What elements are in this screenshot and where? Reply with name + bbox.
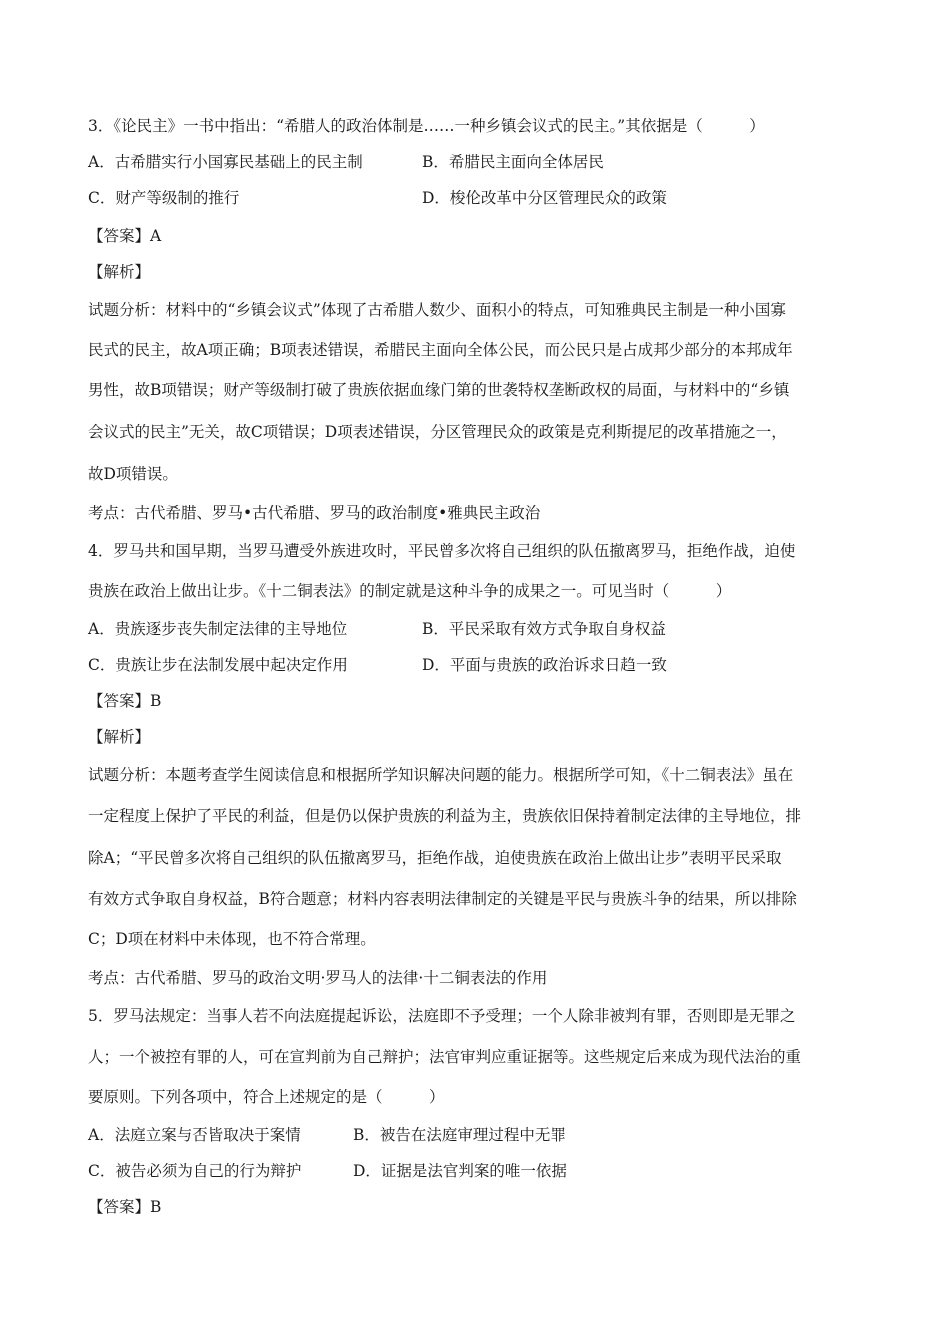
question-stem-line: 罗马共和国早期，当罗马遭受外族进攻时，平民曾多次将自己组织的队伍撤离罗马，拒绝作战，迫使: [113, 542, 796, 560]
option-a: A．贵族逐步丧失制定法律的主导地位: [88, 620, 348, 638]
option-b: B．被告在法庭审理过程中无罪: [353, 1126, 566, 1144]
question-number: 3．: [88, 117, 114, 135]
analysis-line: 试题分析：材料中的“乡镇会议式”体现了古希腊人数少、面积小的特点，可知雅典民主制是一种小国寡: [88, 301, 786, 319]
analysis-line: C；D项在材料中未体现，也不符合常理。: [88, 930, 376, 948]
question-stem-line: 罗马法规定：当事人若不向法庭提起诉讼，法庭即不予受理；一个人除非被判有罪，否则即是无罪之: [113, 1007, 796, 1025]
question-stem-line: 要原则。下列各项中，符合上述规定的是（ ）: [88, 1088, 445, 1106]
answer-label: 【答案】B: [88, 692, 162, 710]
option-d: D．证据是法官判案的唯一依据: [353, 1162, 567, 1180]
answer-label: 【答案】A: [88, 227, 162, 245]
question-number: 5．: [88, 1007, 114, 1025]
option-c: C．财产等级制的推行: [88, 189, 240, 207]
analysis-label: 【解析】: [88, 263, 151, 281]
question-stem-line: 人；一个被控有罪的人，可在宣判前为自己辩护；法官审判应重证据等。这些规定后来成为现代法治的重: [88, 1048, 802, 1066]
analysis-line: 试题分析：本题考查学生阅读信息和根据所学知识解决问题的能力。根据所学可知，《十二铜表法》虽在: [88, 766, 794, 784]
question-5-stem: [88, 1006, 795, 1026]
analysis-label: 【解析】: [88, 728, 151, 746]
analysis-line: 民式的民主，故A项正确；B项表述错误，希腊民主面向全体公民，而公民只是占成邦少部分的本邦成年: [88, 341, 793, 359]
option-a: A．法庭立案与否皆取决于案情: [88, 1126, 301, 1144]
question-stem-line: 《论民主》一书中指出：“希腊人的政治体制是……一种乡镇会议式的民主。”其依据是（ ）: [113, 117, 765, 135]
kaodian-line: 考点：古代希腊、罗马•古代希腊、罗马的政治制度•雅典民主政治: [88, 504, 541, 522]
question-number: 4．: [88, 542, 114, 560]
answer-label: 【答案】B: [88, 1198, 162, 1216]
analysis-line: 会议式的民主”无关，故C项错误；D项表述错误，分区管理民众的政策是克利斯提尼的改革措施之一，: [88, 423, 787, 441]
analysis-line: 故D项错误。: [88, 465, 178, 483]
option-b: B．平民采取有效方式争取自身权益: [422, 620, 666, 638]
kaodian-line: 考点：古代希腊、罗马的政治文明·罗马人的法律·十二铜表法的作用: [88, 969, 548, 987]
option-d: D．梭伦改革中分区管理民众的政策: [422, 189, 667, 207]
analysis-line: 除A；“平民曾多次将自己组织的队伍撤离罗马，拒绝作战，迫使贵族在政治上做出让步”表明平民采取: [88, 849, 782, 867]
analysis-line: 男性，故B项错误；财产等级制打破了贵族依据血缘门第的世袭特权垄断政权的局面，与材料中的“乡镇: [88, 381, 790, 399]
question-stem-line: 贵族在政治上做出让步。《十二铜表法》的制定就是这种斗争的成果之一。可见当时（ ）: [88, 582, 732, 600]
option-d: D．平面与贵族的政治诉求日趋一致: [422, 656, 667, 674]
analysis-line: 一定程度上保护了平民的利益，但是仍以保护贵族的利益为主，贵族依旧保持着制定法律的主导地位，排: [88, 807, 802, 825]
option-a: A．古希腊实行小国寡民基础上的民主制: [88, 153, 363, 171]
option-c: C．贵族让步在法制发展中起决定作用: [88, 656, 348, 674]
option-b: B．希腊民主面向全体居民: [422, 153, 604, 171]
option-c: C．被告必须为自己的行为辩护: [88, 1162, 302, 1180]
question-4-stem: [88, 541, 795, 561]
analysis-line: 有效方式争取自身权益，B符合题意；材料内容表明法律制定的关键是平民与贵族斗争的结果，所以排除: [88, 890, 797, 908]
question-3-stem: [88, 116, 765, 136]
